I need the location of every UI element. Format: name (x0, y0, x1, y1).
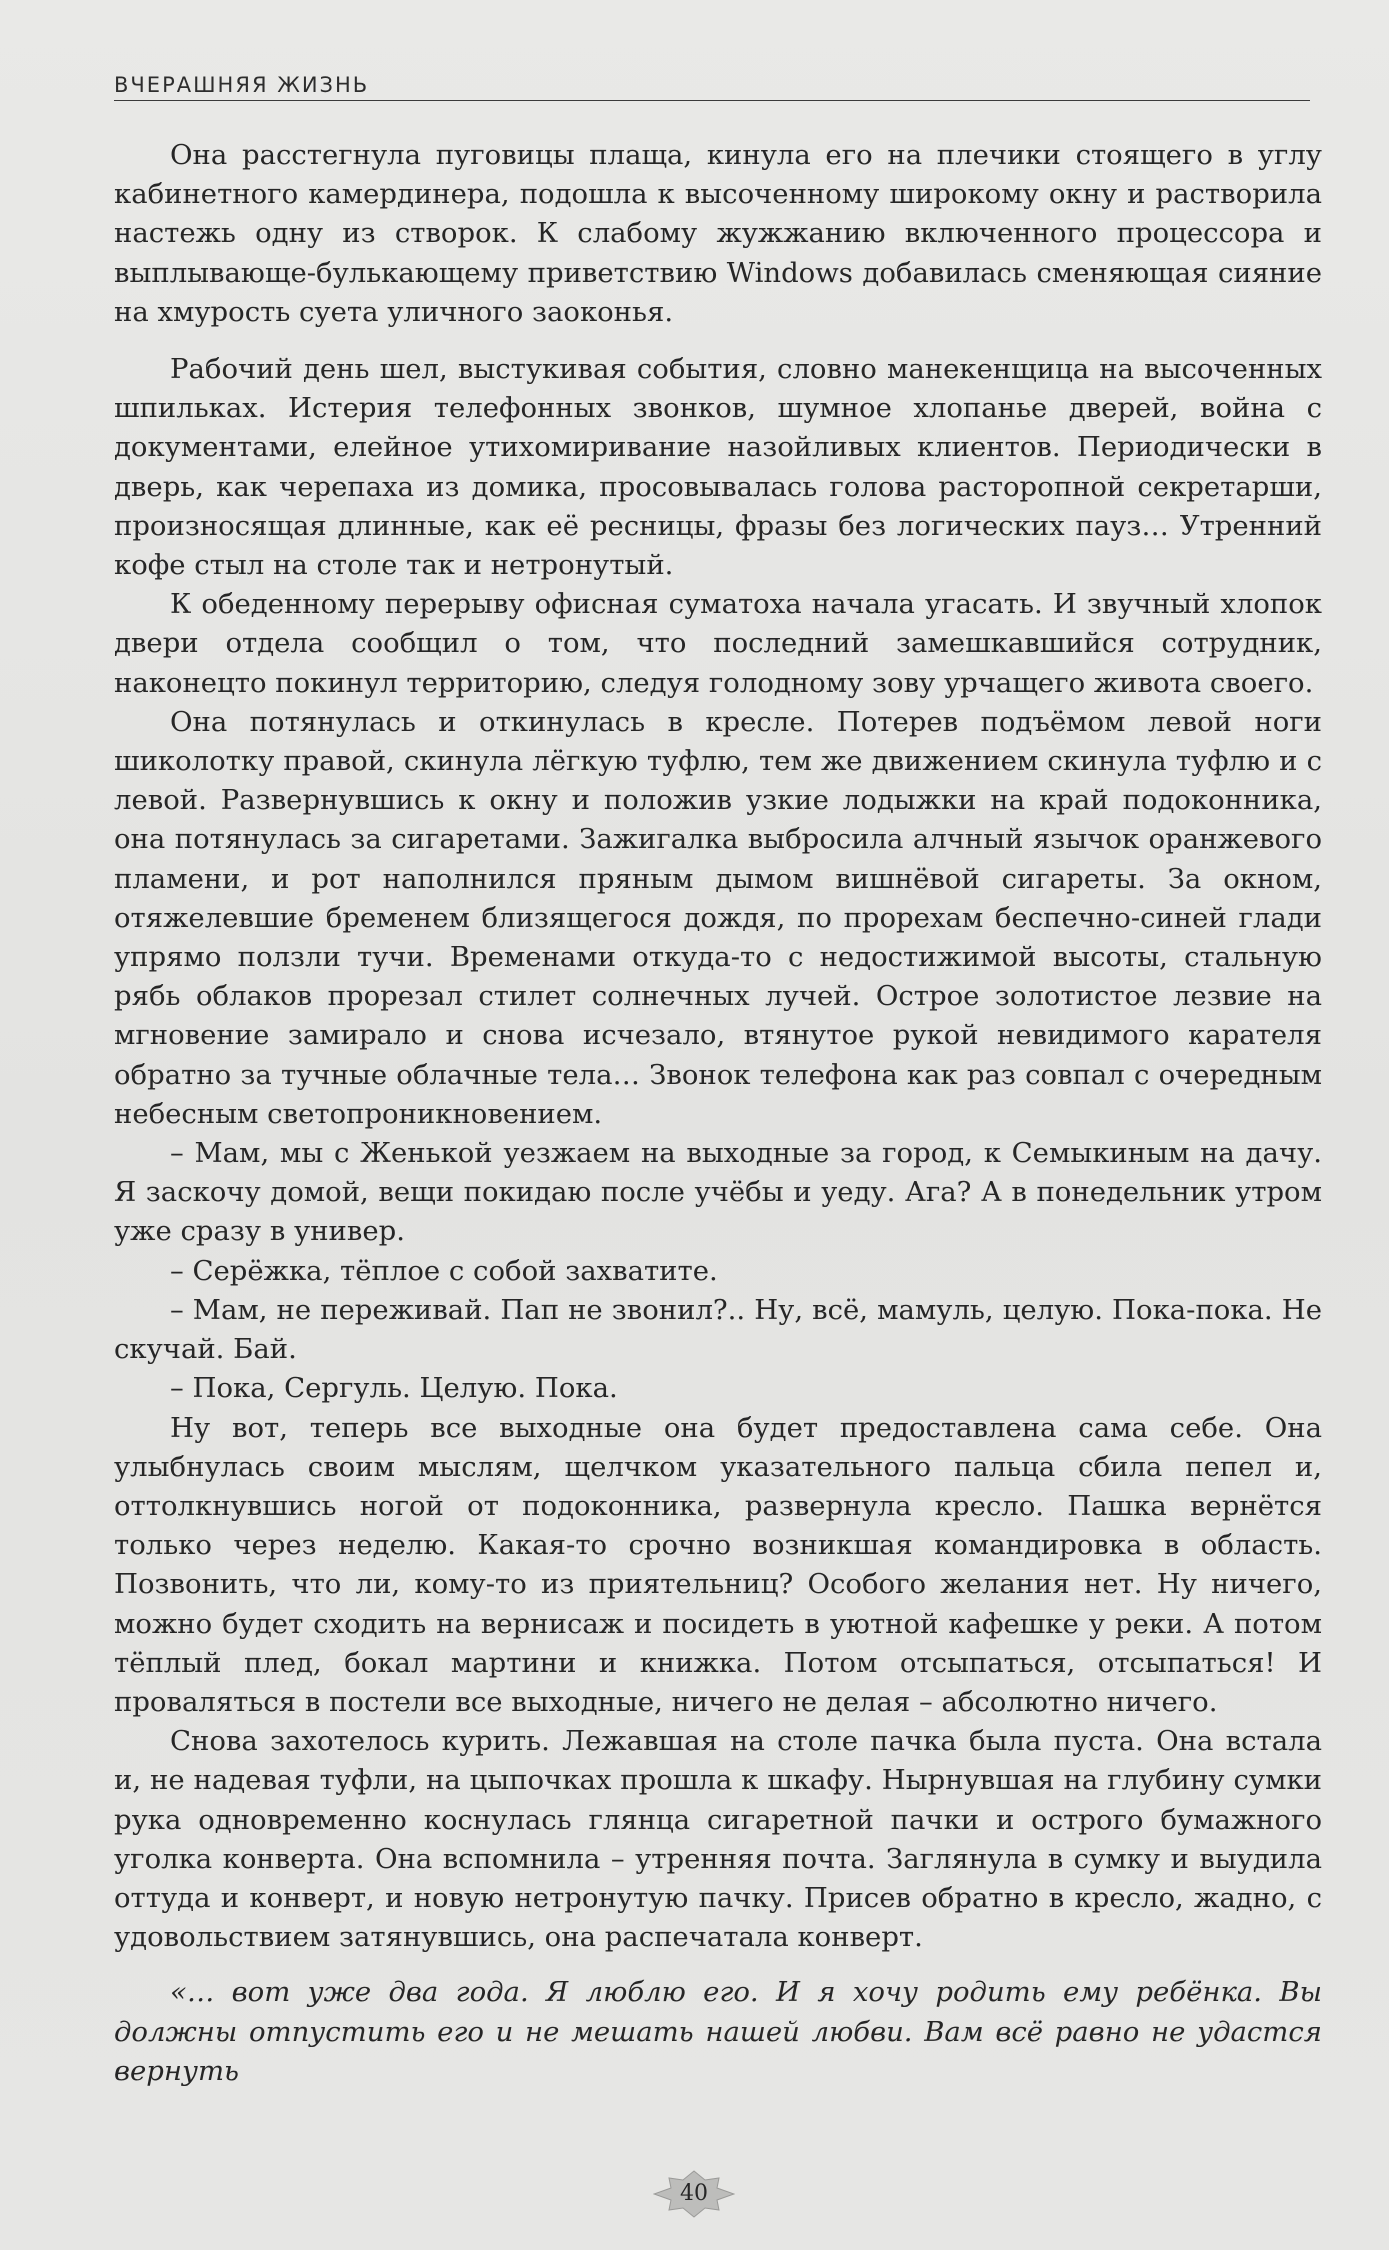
paragraph: Снова захотелось курить. Лежавшая на столе пачка была пуста. Она встала и, не надевая туфли, на цыпочках прошла к шкафу. Нырнувшая на глубину сумки рука одновременно коснулась глянца сигаретной пачки и острого бумажного уголка конверта. Она вспомнила – утренняя почта. Заглянула в сумку и выудила оттуда и конверт, и новую нетронутую пачку. Присев обратно в кресло, жадно, с удовольствием затянувшись, она распечатала конверт. (114, 1725, 1322, 1954)
running-head (114, 70, 1310, 101)
dialogue-line: – Пока, Сергуль. Целую. Пока. (170, 1372, 618, 1405)
dialogue-line: – Серёжка, тёплое с собой захватите. (170, 1254, 718, 1287)
paragraph: К обеденному перерыву офисная суматоха начала угасать. И звучный хлопок двери отдела сообщил о том, что последний замешкавшийся сотрудник, наконецто покинул территорию, следуя голодному зову урчащего живота своего. (114, 588, 1322, 699)
letter-quote: «… вот уже два года. Я люблю его. И я хочу родить ему ребёнка. Вы должны отпустить его и не мешать нашей любви. Вам всё равно не удастся вернуть (114, 1976, 1322, 2087)
paragraph: Ну вот, теперь все выходные она будет предоставлена сама себе. Она улыбнулась своим мыслям, щелчком указательного пальца сбила пепел и, оттолкнувшись ногой от подоконника, развернула кресло. Пашка вернётся только через неделю. Какая-то срочно возникшая командировка в область. Позвонить, что ли, кому-то из приятельниц? Особого желания нет. Ну ничего, можно будет сходить на вернисаж и посидеть в уютной кафешке у реки. А потом тёплый плед, бокал мартини и книжка. Потом отсыпаться, отсыпаться! И проваляться в постели все выходные, ничего не делая – абсолютно ничего. (114, 1411, 1322, 1718)
page-number-ornament (653, 2170, 735, 2218)
dialogue-line: – Мам, не переживай. Пап не звонил?.. Ну, всё, мамуль, целую. Пока-пока. Не скучай. Бай. (114, 1293, 1322, 1366)
paragraph: Она расстегнула пуговицы плаща, кинула его на плечики стоящего в углу кабинетного камердинера, подошла к высоченному широкому окну и растворила настежь одну из створок. К слабому жужжанию включенного процессора и выплывающе-булькающему приветствию Windows добавилась сменяющая сияние на хмурость суета уличного заоконья. (114, 139, 1322, 328)
paragraph: Она потянулась и откинулась в кресле. Потерев подъёмом левой ноги шиколотку правой, скинула лёгкую туфлю, тем же движением скинула туфлю и с левой. Развернувшись к окну и положив узкие лодыжки на край подоконника, она потянулась за сигаретами. Зажигалка выбросила алчный язычок оранжевого пламени, и рот наполнился пряным дымом вишнёвой сигареты. За окном, отяжелевшие бременем близящегося дождя, по прорехам беспечно-синей глади упрямо ползли тучи. Временами откуда-то с недостижимой высоты, стальную рябь облаков прорезал стилет солнечных лучей. Острое золотистое лезвие на мгновение замирало и снова исчезало, втянутое рукой невидимого карателя обратно за тучные облачные тела… Звонок телефона как раз совпал с очередным небесным светопроникновением. (114, 705, 1322, 1130)
running-head-title: ВЧЕРАШНЯЯ ЖИЗНЬ (114, 73, 370, 97)
paragraph: Рабочий день шел, выстукивая события, словно манекенщица на высоченных шпильках. Истерия телефонных звонков, шумное хлопанье дверей, война с документами, елейное утихомиривание назойливых клиентов. Периодически в дверь, как черепаха из домика, просовывалась голова расторопной секретарши, произносящая длинные, как её ресницы, фразы без логических пауз… Утренний кофе стыл на столе так и нетронутый. (114, 353, 1322, 582)
body-text (114, 136, 1322, 2091)
dialogue-line: – Мам, мы с Женькой уезжаем на выходные за город, к Семыкиным на дачу. Я заскочу домой, вещи покидаю после учёбы и уеду. Ага? А в понедельник утром уже сразу в универ. (114, 1137, 1322, 1248)
page-number: 40 (680, 2181, 708, 2206)
